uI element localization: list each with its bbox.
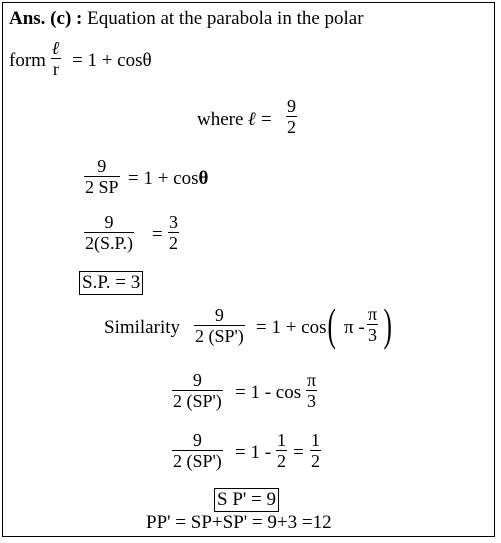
- inner-pi-minus: π -: [344, 317, 365, 338]
- fraction-9-over-2sp-prime-c: [172, 430, 223, 471]
- theta-symbol: θ: [198, 168, 209, 189]
- fraction-9-over-2sp-prime: [194, 305, 245, 346]
- fraction-3-over-2: [168, 212, 179, 253]
- fraction-1-over-2-a: [276, 430, 287, 471]
- denominator: 3: [368, 325, 378, 345]
- result-sp-prime-box: S P' = 9: [214, 488, 279, 512]
- numerator: π: [307, 370, 317, 390]
- similarity-rhs: = 1 + cos: [256, 317, 327, 338]
- step4-eq: =: [293, 442, 304, 463]
- header-text: Equation at the parabola in the polar: [87, 8, 364, 29]
- step3-rhs: = 1 - cos: [235, 382, 302, 403]
- step4-mid: = 1 -: [235, 442, 272, 463]
- denominator: 2: [311, 451, 320, 471]
- numerator: 9: [104, 212, 114, 232]
- numerator: 9: [214, 305, 224, 325]
- denominator: 2 (SP'): [173, 451, 222, 471]
- fraction-l-over-r: [51, 38, 61, 79]
- denominator: 2 (SP'): [173, 391, 222, 411]
- where-label: [197, 109, 272, 131]
- similarity-label: Similarity: [104, 317, 180, 338]
- fraction-9-over-2sp-prime-b: [172, 370, 223, 411]
- equation-rhs: = 1 + cosθ: [72, 50, 152, 71]
- header-line: [9, 8, 364, 30]
- numerator: 9: [192, 430, 202, 450]
- fraction-9-over-2: [286, 96, 297, 137]
- denominator: 2(S.P.): [85, 233, 134, 253]
- denominator: 2: [277, 451, 286, 471]
- denominator: 2: [169, 233, 178, 253]
- step2-eq: =: [152, 224, 163, 245]
- numerator: 9: [287, 96, 296, 116]
- final-result: PP' = SP+SP' = 9+3 =12: [146, 512, 332, 533]
- numerator: 9: [192, 370, 202, 390]
- fraction-9-over-2sp: [84, 156, 120, 197]
- denominator: 3: [307, 391, 317, 411]
- where-text: where: [197, 109, 244, 130]
- denominator: 2: [287, 117, 296, 137]
- fraction-pi-over-3-b: [306, 370, 317, 411]
- form-label: form: [9, 50, 46, 71]
- fraction-pi-over-3: [367, 304, 378, 345]
- fraction-1-over-2-b: [310, 430, 321, 471]
- numerator: ℓ: [52, 38, 60, 58]
- denominator: r: [52, 59, 59, 79]
- denominator: 2 (SP'): [195, 326, 244, 346]
- left-paren: (: [327, 299, 336, 350]
- step1-rhs-text: = 1 + cos: [128, 168, 199, 189]
- where-ell: ℓ: [248, 109, 257, 130]
- step1-rhs: [128, 168, 208, 190]
- numerator: π: [368, 304, 378, 324]
- numerator: 1: [311, 430, 320, 450]
- numerator: 1: [277, 430, 286, 450]
- numerator: 9: [97, 156, 107, 176]
- right-paren: ): [383, 299, 392, 350]
- answer-label: Ans. (c) :: [9, 8, 83, 29]
- fraction-9-over-2sp-dotted: [84, 212, 134, 253]
- denominator: 2 SP: [85, 177, 119, 197]
- where-eq: =: [261, 109, 272, 130]
- numerator: 3: [169, 212, 178, 232]
- result-sp-box: S.P. = 3: [79, 271, 143, 295]
